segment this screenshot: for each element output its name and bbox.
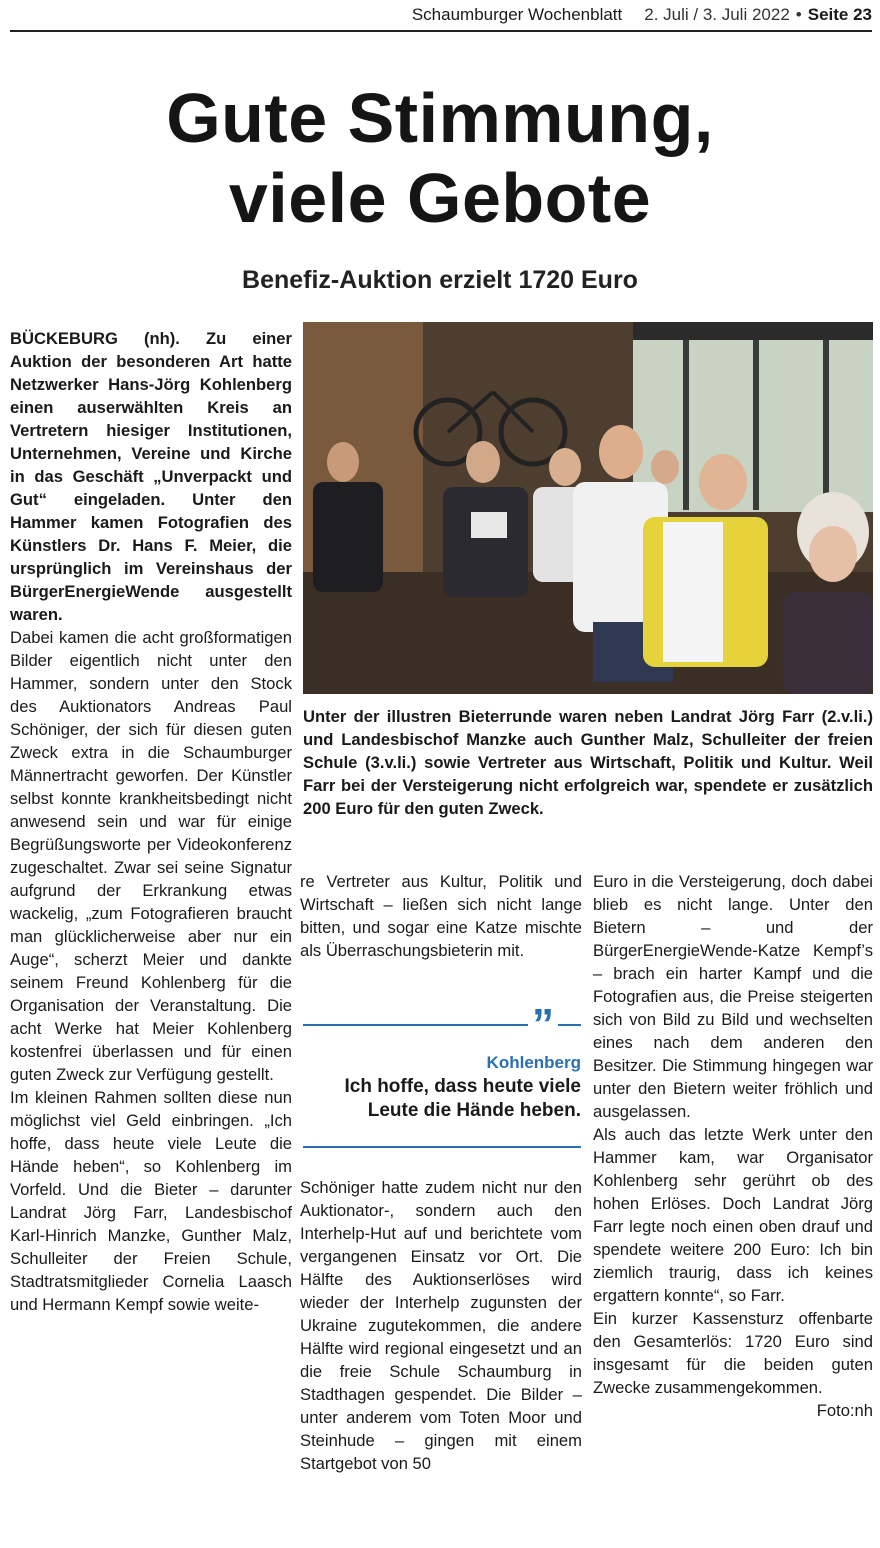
body-paragraph: Euro in die Versteigerung, doch dabei blieb es nicht lange. Unter den Bietern – und der BürgerEnergieWende-Katze Kempf’s – brach ein harter Kampf und die Fotografien aus, die Preise steigerten sich von Bild zu Bild und wechselten eines nach dem anderen den Besitzer. Die Stimmung hingegen war unter den Bietern weiter fröhlich und ausgelassen. <box>593 872 873 1121</box>
lead-paragraph: BÜCKEBURG (nh). Zu einer Auktion der besonderen Art hatte Netzwerker Hans-Jörg Kohlenberg einen auserwählten Kreis an Vertretern hiesiger Institutionen, Unternehmen, Vereine und Kirche in das Geschäft „Unverpackt und Gut“ eingeladen. Unter den Hammer kamen Fotografien des Künstlers Dr. Hans F. Meier, die ursprünglich im Vereinshaus der BürgerEnergieWende ausgestellt waren. <box>10 329 292 624</box>
article-column-2-top <box>300 870 582 962</box>
page-header <box>10 0 872 32</box>
article-column-2-bottom <box>300 1176 582 1475</box>
issue-date: 2. Juli / 3. Juli 2022 <box>644 5 790 24</box>
quote-mark-icon: ” <box>528 1005 558 1045</box>
closing-text: Ein kurzer Kassensturz offenbarte den Gesamterlös: 1720 Euro sind insgesamt für die beiden guten Zwecke zusammengekommen. <box>593 1309 873 1397</box>
subheadline: Benefiz-Auktion erzielt 1720 Euro <box>242 266 638 294</box>
header-separator: • <box>795 5 802 24</box>
body-paragraph: Als auch das letzte Werk unter den Hammer kam, war Organisator Kohlenberg sehr gerührt ob des hohen Erlöses. Doch Landrat Jörg Farr legte noch einen oben drauf und spendete weitere 200 Euro: Ich bin ziemlich traurig, dass ich keines ergattern konnte“, so Farr. <box>593 1125 873 1305</box>
photo-caption: Unter der illustren Bieterrunde waren neben Landrat Jörg Farr (2.v.li.) und Landesbischof Manzke auch Gunther Malz, Schulleiter der freien Schule (3.v.li.) sowie Vertreter aus Wirtschaft, Politik und Kultur. Weil Farr bei der Versteigerung nicht erfolgreich war, spendete er zusätzlich 200 Euro für den guten Zweck. <box>303 707 873 818</box>
body-paragraph: Schöniger hatte zudem nicht nur den Auktionator-, sondern auch den Interhelp-Hut auf und berichtete vom vergangenen Einsatz vor Ort. Die Hälfte des Auktionserlöses wird wieder der Interhelp zugunsten der Ukraine zugutekommen, die andere Hälfte wird regional eingesetzt und an die freie Schule Schaumburg in Stadthagen gespendet. Die Bilder – unter anderem vom Toten Moor und Steinhude – gingen mit einem Startgebot von 50 <box>300 1178 582 1473</box>
article-column-3 <box>593 870 873 1422</box>
body-paragraph: re Vertreter aus Kultur, Politik und Wirtschaft – ließen sich nicht lange bitten, und sogar eine Katze mischte als Überraschungsbieterin mit. <box>300 872 582 960</box>
page-number: Seite 23 <box>807 5 872 24</box>
article-photo <box>303 322 873 694</box>
auction-audience-photo <box>303 322 873 694</box>
headline <box>0 78 880 238</box>
photo-credit: Foto:nh <box>816 1401 873 1420</box>
body-paragraph: Im kleinen Rahmen sollten diese nun möglichst viel Geld einbringen. „Ich hoffe, dass heute viele Leute die Hände heben“, so Kohlenberg im Vorfeld. Und die Bieter – darunter Landrat Jörg Farr, Landesbischof Karl-Hinrich Manzke, Gunther Malz, Schulleiter der Freien Schule, Stadtratsmitglieder Cornelia Laasch und Hermann Kempf sowie weite- <box>10 1088 292 1314</box>
pull-quote-bottom-rule <box>303 1146 581 1148</box>
headline-line-1: Gute Stimmung, <box>166 79 714 157</box>
body-paragraph <box>593 1307 873 1420</box>
newspaper-name: Schaumburger Wochenblatt <box>411 5 623 24</box>
article-column-1 <box>10 327 292 1316</box>
pull-quote-text: Ich hoffe, dass heute viele Leute die Hände heben. <box>344 1076 581 1121</box>
body-paragraph: Dabei kamen die acht großformatigen Bilder eigentlich nicht unter den Hammer, sondern unter den Stock des Auktionators Andreas Paul Schöniger, der sich für diesen guten Zweck extra in die Schaumburger Männertracht geworfen. Der Künstler selbst konnte krankheitsbedingt nicht anwesend sein und war für einige Begrüßungsworte per Videokonferenz zugeschaltet. Zwar sei seine Signatur aufgrund der Erkrankung etwas wackelig, „zum Fotografieren braucht man glücklicherweise aber nur ein Auge“, scherzt Meier und dankte seinem Freund Kohlenberg für die Organisation der Veranstaltung. Die acht Werke hat Meier Kohlenberg kostenfrei überlassen und für einen guten Zweck zur Verfügung gestellt. <box>10 628 292 1084</box>
headline-line-2: viele Gebote <box>228 159 652 237</box>
pull-quote-speaker: Kohlenberg <box>486 1053 581 1072</box>
